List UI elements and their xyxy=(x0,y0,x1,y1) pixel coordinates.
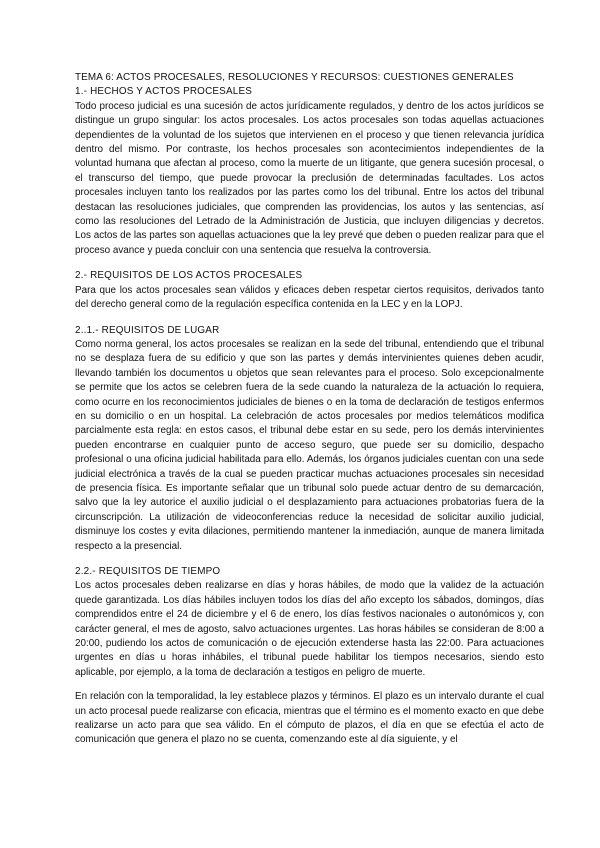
section-heading: 2..1.- REQUISITOS DE LUGAR xyxy=(75,324,220,336)
section-heading: 2.- REQUISITOS DE LOS ACTOS PROCESALES xyxy=(75,270,303,282)
paragraph: Para que los actos procesales sean válidos y eficaces deben respetar ciertos requisitos, derivados tanto del derecho general como de la regulación específica contenida en la LEC y en la LOPJ. xyxy=(75,284,544,311)
section-hechos-actos xyxy=(75,85,544,258)
section-heading: 2.2.- REQUISITOS DE TIEMPO xyxy=(75,566,221,577)
document-title: TEMA 6: ACTOS PROCESALES, RESOLUCIONES Y RECURSOS: CUESTIONES GENERALES xyxy=(75,72,514,83)
section-requisitos-tiempo xyxy=(75,565,544,748)
paragraph: Todo proceso judicial es una sucesión de actos jurídicamente regulados, y dentro de los actos jurídicos se distingue un grupo singular: los actos procesales. Los actos procesales son todas aquellas actuaciones dependientes de la voluntad de los sujetos que intervienen en el proceso y que tienen relevancia jurídica dentro del mismo. Por contraste, los hechos procesales son acontecimientos independientes de la voluntad humana que afectan al proceso, como la muerte de un litigante, que genera sucesión procesal, o el transcurso del tiempo, que puede provocar la preclusión de determinadas facultades. Los actos procesales incluyen tanto los realizados por las partes como los del tribunal. Entre los actos del tribunal destacan las resoluciones judiciales, que comprenden las providencias, los autos y las sentencias, así como las resoluciones del Letrado de la Administración de Justicia, que incluyen diligencias y decretos. Los actos de las partes son aquellas actuaciones que la ley prevé que deben o pueden realizar para que el proceso avance y pueda concluir con una sentencia que resuelva la controversia. xyxy=(75,100,544,256)
section-heading: 1.- HECHOS Y ACTOS PROCESALES xyxy=(75,86,253,98)
section-requisitos xyxy=(75,269,544,312)
paragraph: Como norma general, los actos procesales se realizan en la sede del tribunal, entendiendo que el tribunal no se desplaza fuera de su edificio y que son las partes y demás intervinientes quienes deben acudir, llevando también los documentos u objetos que sean relevantes para el proceso. Solo excepcionalmente se permite que los actos se celebren fuera de la sede cuando la naturaleza de la actuación lo requiera, como ocurre en los reconocimientos judiciales de bienes o en la toma de declaración de testigos enfermos en su domicilio o en un hospital. La celebración de actos procesales por medios telemáticos modifica parcialmente esta regla: en estos casos, el tribunal debe estar en su sede, pero los demás intervinientes pueden encontrarse en cualquier punto de acceso seguro, que puede ser su domicilio, despacho profesional o una oficina judicial habilitada para ello. Además, los órganos judiciales cuentan con una sede judicial electrónica a través de la cual se pueden practicar muchas actuaciones procesales sin necesidad de presencia física. Es importante señalar que un tribunal solo puede actuar dentro de su demarcación, salvo que la ley autorice el auxilio judicial o el desplazamiento para actuaciones probatorias fuera de la circunscripción. La utilización de videoconferencias reduce la necesidad de solicitar auxilio judicial, disminuye los costes y evita dilaciones, permitiendo mantener la inmediación, aunque de manera limitada respecto a la presencial. xyxy=(75,338,544,552)
paragraph: En relación con la temporalidad, la ley establece plazos y términos. El plazo es un intervalo durante el cual un acto procesal puede realizarse con eficacia, mientras que el término es el momento exacto en que debe realizarse un acto para que sea válido. En el cómputo de plazos, el día en que se efectúa el acto de comunicación que genera el plazo no se cuenta, comenzando este al día siguiente, y el xyxy=(75,691,544,746)
paragraph: Los actos procesales deben realizarse en días y horas hábiles, de modo que la validez de la actuación quede garantizada. Los días hábiles incluyen todos los días del año excepto los sábados, domingos, días comprendidos entre el 24 de diciembre y el 6 de enero, los días festivos nacionales o autonómicos y, con carácter general, el mes de agosto, salvo actuaciones urgentes. Las horas hábiles se consideran de 8:00 a 20:00, pudiendo los actos de comunicación o de ejecución extenderse hasta las 22:00. Para actuaciones urgentes en días u horas inhábiles, el tribunal puede habilitar los tiempos necesarios, siendo esto aplicable, por ejemplo, a la toma de declaración a testigos en peligro de muerte. xyxy=(75,580,544,678)
section-requisitos-lugar xyxy=(75,324,544,555)
